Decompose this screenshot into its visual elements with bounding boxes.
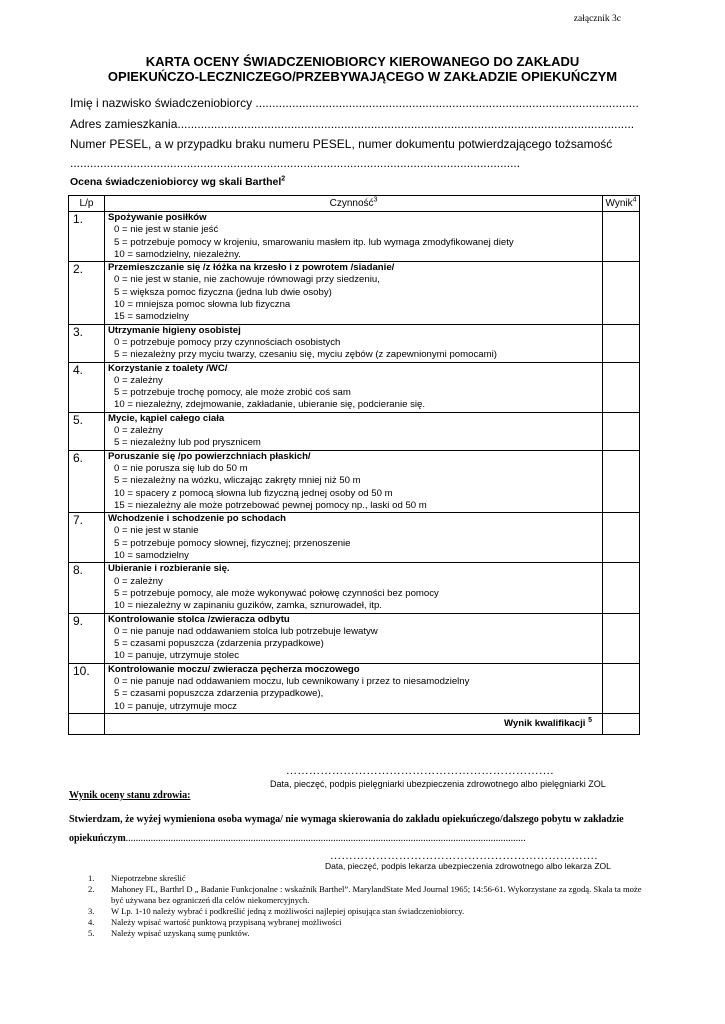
item-title: Poruszanie się /po powierzchniach płaskich/: [108, 450, 311, 462]
item-result-cell[interactable]: [603, 412, 640, 450]
table-row: [69, 563, 640, 613]
doctor-signature-caption: Data, pieczęć, podpis lekarza ubezpieczenia zdrowotnego albo lekarza ZOL: [325, 861, 611, 871]
item-number: 1.: [69, 212, 105, 262]
statement-text: Stwierdzam, że wyżej wymieniona osoba wymaga/ nie wymaga skierowania do zakładu opiekuńczego/dalszego pobytu w zakładzie opiekuńczym: [69, 814, 624, 844]
item-description: [105, 212, 603, 262]
header-result-footnote-ref: 4: [632, 196, 637, 204]
item-description: [105, 663, 603, 713]
item-result-cell[interactable]: [603, 613, 640, 663]
item-title: Przemieszczanie się /z łóżka na krzesło i z powrotem /siadanie/: [108, 262, 395, 274]
item-option[interactable]: 5 = czasami popuszcza (zdarzenia przypadkowe): [114, 638, 324, 650]
item-title: Ubieranie i rozbieranie się.: [108, 563, 230, 575]
footnote-item: [88, 906, 648, 917]
barthel-section-title: [70, 176, 285, 188]
item-number: 6.: [69, 450, 105, 512]
item-number: 5.: [69, 412, 105, 450]
item-number: 10.: [69, 663, 105, 713]
item-option[interactable]: 0 = nie jest w stanie jeść: [114, 224, 219, 236]
item-title: Mycie, kąpiel całego ciała: [108, 412, 225, 424]
item-description: [105, 412, 603, 450]
header-activity: [105, 196, 603, 212]
table-row: [69, 663, 640, 713]
address-field[interactable]: Adres zamieszkania.........................................................................................................................................: [70, 117, 635, 131]
footnote-item: [88, 917, 648, 928]
footnote-item: [88, 928, 648, 939]
item-description: [105, 362, 603, 412]
item-option[interactable]: 5 = potrzebuje trochę pomocy, ale może zrobić coś sam: [114, 387, 351, 399]
section-title-footnote-ref: 2: [281, 175, 286, 183]
item-description: [105, 513, 603, 563]
item-number: 2.: [69, 262, 105, 324]
item-option[interactable]: 15 = niezależny ale może potrzebować pewnej pomocy np., laski od 50 m: [114, 499, 427, 511]
item-option[interactable]: 5 = niezależny przy myciu twarzy, czesaniu się, myciu zębów (z zapewnionymi pomocami): [114, 349, 497, 361]
table-row: [69, 412, 640, 450]
footnote-text: Należy wpisać wartość punktową przypisaną wybranej możliwości: [111, 917, 342, 927]
item-option[interactable]: 5 = potrzebuje pomocy, ale może wykonywać połowę czynności bez pomocy: [114, 587, 439, 599]
item-description: [105, 613, 603, 663]
item-option[interactable]: 10 = spacery z pomocą słowna lub fizyczną jednej osoby od 50 m: [114, 487, 393, 499]
health-result-label: Wynik oceny stanu zdrowia:: [69, 790, 191, 801]
item-description: [105, 563, 603, 613]
item-option[interactable]: 5 = niezależny na wózku, wliczając zakręty mniej niż 50 m: [114, 475, 361, 487]
item-number: 8.: [69, 563, 105, 613]
item-result-cell[interactable]: [603, 563, 640, 613]
doctor-statement: [69, 810, 639, 848]
item-option[interactable]: 10 = niezależny, zdejmowanie, zakładanie, ubieranie się, podcieranie się.: [114, 399, 426, 411]
table-row: [69, 513, 640, 563]
item-option[interactable]: 5 = większa pomoc fizyczna (jedna lub dwie osoby): [114, 286, 332, 298]
item-option[interactable]: 0 = nie jest w stanie: [114, 525, 199, 537]
page-title: [0, 54, 725, 84]
item-option[interactable]: 10 = mniejsza pomoc słowna lub fizyczna: [114, 299, 291, 311]
footnote-text: Mahoney FL, Barthrl D „ Badanie Funkcjonalne : wskaźnik Barthel”. MarylandState Med Journal 1965; 14:56-61. Wykorzystane za zgodą. Skala ta może być używana bez ograniczeń dla celów niekomercyjnych.: [111, 884, 642, 905]
footnote-number: 1.: [88, 873, 95, 883]
item-option[interactable]: 0 = zależny: [114, 425, 163, 437]
footnote-item: [88, 884, 648, 906]
item-result-cell[interactable]: [603, 362, 640, 412]
nurse-signature-line[interactable]: …………………………………………………………….: [286, 765, 554, 777]
item-option[interactable]: 15 = samodzielny: [114, 311, 189, 323]
footnote-text: Należy wpisać uzyskaną sumę punktów.: [111, 928, 250, 938]
item-description: [105, 450, 603, 512]
item-option[interactable]: 0 = nie panuje nad oddawaniem stolca lub potrzebuje lewatyw: [114, 625, 378, 637]
pesel-field[interactable]: .......................................................................................................................................: [70, 156, 521, 170]
qualification-label-text: Wynik kwalifikacji: [504, 718, 586, 730]
section-title-text: Ocena świadczeniobiorcy wg skali Barthel: [70, 176, 282, 188]
table-row: [69, 262, 640, 324]
item-option[interactable]: 10 = panuje, utrzymuje mocz: [114, 700, 237, 712]
footnote-number: 3.: [88, 906, 95, 916]
item-option[interactable]: 5 = potrzebuje pomocy słownej, fizycznej; przenoszenie: [114, 537, 351, 549]
table-header-row: [69, 196, 640, 212]
qualification-empty-cell: [69, 713, 105, 734]
table-row: [69, 324, 640, 362]
table-row: [69, 212, 640, 262]
item-number: 3.: [69, 324, 105, 362]
item-result-cell[interactable]: [603, 212, 640, 262]
item-title: Wchodzenie i schodzenie po schodach: [108, 513, 287, 525]
item-option[interactable]: 10 = samodzielny: [114, 550, 189, 562]
footnote-item: [88, 873, 648, 884]
item-option[interactable]: 0 = zależny: [114, 575, 163, 587]
statement-fill-line[interactable]: ................................................................................................................................................................: [125, 833, 526, 844]
item-option[interactable]: 10 = niezależny w zapinaniu guzików, zamka, sznurowadeł, itp.: [114, 600, 382, 612]
pesel-label: Numer PESEL, a w przypadku braku numeru PESEL, numer dokumentu potwierdzającego tożsamość: [70, 137, 613, 151]
item-title: Kontrolowanie stolca /zwieracza odbytu: [108, 613, 290, 625]
item-title: Spożywanie posiłków: [108, 212, 207, 223]
item-result-cell[interactable]: [603, 663, 640, 713]
item-option[interactable]: 5 = czasami popuszcza zdarzenia przypadkowe),: [114, 688, 324, 700]
qualification-label: [105, 713, 603, 734]
title-line-1: KARTA OCENY ŚWIADCZENIOBIORCY KIEROWANEGO DO ZAKŁADU: [145, 54, 580, 69]
item-result-cell[interactable]: [603, 513, 640, 563]
header-result: [603, 196, 640, 212]
header-lp: L/p: [69, 196, 105, 212]
header-activity-text: Czynność: [329, 198, 374, 209]
qualification-result-cell[interactable]: [603, 713, 640, 734]
name-field[interactable]: Imię i nazwisko świadczeniobiorcy ...................................................................................................................: [70, 96, 639, 110]
footnote-text: Niepotrzebne skreślić: [111, 873, 186, 883]
item-option[interactable]: 10 = samodzielny, niezależny.: [114, 248, 241, 260]
footnote-text: W Lp. 1-10 należy wybrać i podkreślić jedną z możliwości najlepiej opisująca stan świadczeniobiorcy.: [111, 906, 465, 916]
item-result-cell[interactable]: [603, 262, 640, 324]
nurse-signature-caption: Data, pieczęć, podpis pielęgniarki ubezpieczenia zdrowotnego albo pielęgniarki ZOL: [270, 779, 606, 789]
footnote-number: 2.: [88, 884, 95, 894]
item-description: [105, 324, 603, 362]
item-option[interactable]: 5 = potrzebuje pomocy w krojeniu, smarowaniu masłem itp. lub wymaga zmodyfikowanej diety: [114, 236, 514, 248]
item-number: 9.: [69, 613, 105, 663]
item-title: Korzystanie z toalety /WC/: [108, 362, 228, 374]
table-row: [69, 362, 640, 412]
doctor-signature-line[interactable]: …………………………………………………………….: [330, 850, 598, 862]
header-activity-footnote-ref: 3: [373, 196, 378, 204]
footnotes-list: [88, 873, 648, 939]
item-number: 4.: [69, 362, 105, 412]
item-description: [105, 262, 603, 324]
table-row: [69, 450, 640, 512]
item-result-cell[interactable]: [603, 450, 640, 512]
item-option[interactable]: 0 = nie porusza się lub do 50 m: [114, 462, 248, 474]
item-result-cell[interactable]: [603, 324, 640, 362]
qualification-footnote-ref: 5: [588, 717, 592, 725]
header-result-text: Wynik: [605, 198, 633, 209]
item-option[interactable]: 0 = nie panuje nad oddawaniem moczu, lub cewnikowany i przez to niesamodzielny: [114, 675, 470, 687]
table-row: [69, 613, 640, 663]
item-title: Utrzymanie higieny osobistej: [108, 324, 241, 336]
footnote-number: 5.: [88, 928, 95, 938]
item-option[interactable]: 0 = nie jest w stanie, nie zachowuje równowagi przy siedzeniu,: [114, 274, 380, 286]
item-option[interactable]: 0 = zależny: [114, 374, 163, 386]
item-option[interactable]: 10 = panuje, utrzymuje stolec: [114, 650, 240, 662]
footnote-number: 4.: [88, 917, 95, 927]
barthel-table: [68, 195, 640, 735]
item-option[interactable]: 5 = niezależny lub pod prysznicem: [114, 437, 261, 449]
title-line-2: OPIEKUŃCZO-LECZNICZEGO/PRZEBYWAJĄCEGO W ZAKŁADZIE OPIEKUŃCZYM: [107, 69, 618, 84]
item-option[interactable]: 0 = potrzebuje pomocy przy czynnościach osobistych: [114, 336, 341, 348]
item-number: 7.: [69, 513, 105, 563]
item-title: Kontrolowanie moczu/ zwieracza pęcherza moczowego: [108, 663, 360, 675]
qualification-row: [69, 713, 640, 734]
attachment-label: załącznik 3c: [573, 14, 621, 24]
